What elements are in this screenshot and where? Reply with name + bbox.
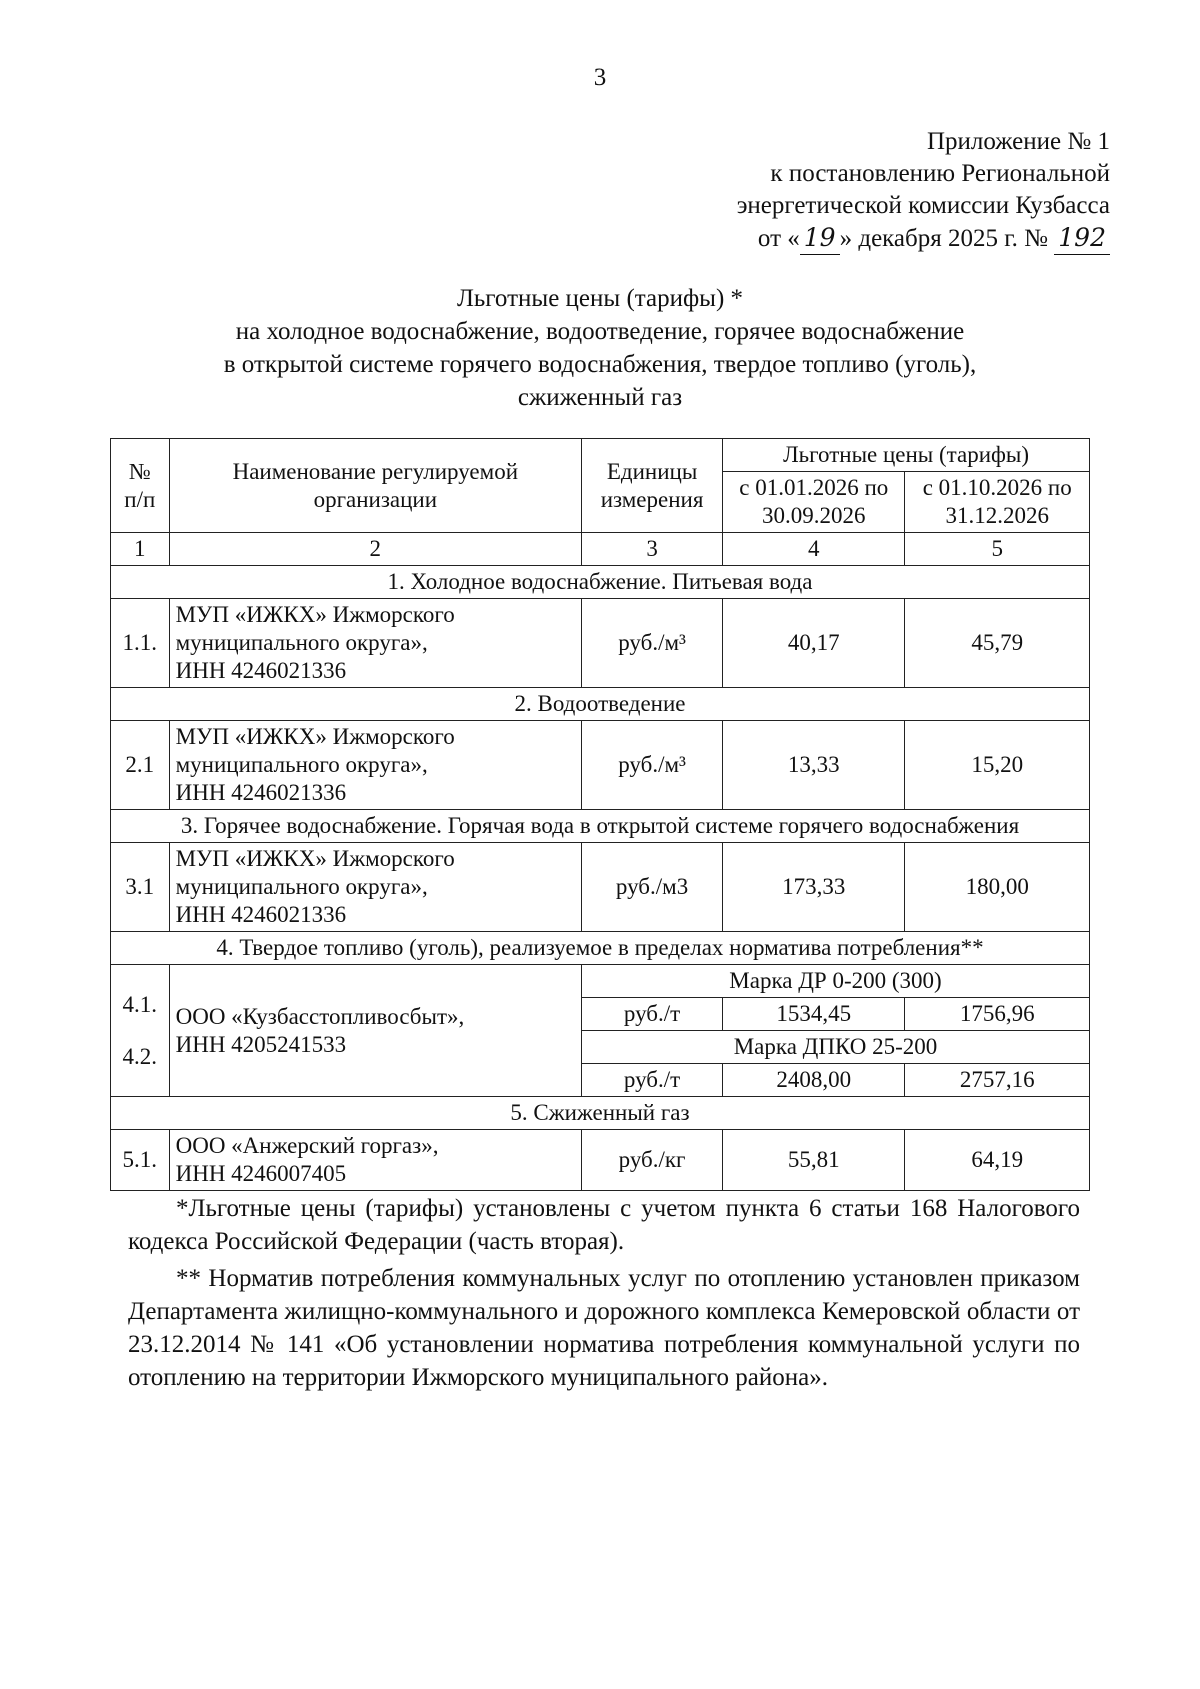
row-price-1: 1534,45 xyxy=(723,998,905,1031)
row-price-1: 2408,00 xyxy=(723,1064,905,1097)
handwritten-number: 192 xyxy=(1054,222,1110,255)
header-period-2: с 01.10.2026 по 31.12.2026 xyxy=(905,472,1090,533)
org-inn: ИНН 4246021336 xyxy=(175,780,347,805)
row-price-1: 40,17 xyxy=(723,599,905,688)
org-line: муниципального округа», xyxy=(175,630,428,655)
row-num-b: 4.2. xyxy=(122,1043,158,1069)
header-organization: Наименование регулируемой организации xyxy=(169,439,581,533)
org-inn: ИНН 4246007405 xyxy=(175,1161,347,1186)
row-price-1: 173,33 xyxy=(723,843,905,932)
date-prefix: от « xyxy=(757,225,800,252)
header-unit: Единицы измерения xyxy=(582,439,723,533)
col-number: 3 xyxy=(582,533,723,566)
grade-label-2: Марка ДПКО 25-200 xyxy=(582,1031,1090,1064)
section-row xyxy=(111,810,1090,843)
row-price-2: 1756,96 xyxy=(905,998,1090,1031)
footnotes xyxy=(128,1192,1080,1398)
row-num: 2.1 xyxy=(111,721,170,810)
col-number: 5 xyxy=(905,533,1090,566)
column-number-row xyxy=(111,533,1090,566)
col-number: 4 xyxy=(723,533,905,566)
appendix-line-3: энергетической комиссии Кузбасса xyxy=(736,192,1110,219)
row-price-2: 45,79 xyxy=(905,599,1090,688)
section-title-3: 3. Горячее водоснабжение. Горячая вода в открытой системе горячего водоснабжения xyxy=(111,810,1090,843)
appendix-line-1: Приложение № 1 xyxy=(926,128,1110,155)
org-line: муниципального округа», xyxy=(175,874,428,899)
row-unit: руб./кг xyxy=(582,1130,723,1191)
org-line: муниципального округа», xyxy=(175,752,428,777)
row-price-1: 13,33 xyxy=(723,721,905,810)
document-title xyxy=(130,282,1070,414)
section-row xyxy=(111,688,1090,721)
row-num xyxy=(111,965,170,1097)
section-row xyxy=(111,1097,1090,1130)
org-inn: ИНН 4246021336 xyxy=(175,902,347,927)
table-header-row xyxy=(111,439,1090,472)
col-number: 1 xyxy=(111,533,170,566)
row-unit: руб./м³ xyxy=(582,721,723,810)
title-line-4: сжиженный газ xyxy=(517,384,683,411)
row-price-2: 180,00 xyxy=(905,843,1090,932)
org-inn: ИНН 4246021336 xyxy=(175,658,347,683)
page-number: 3 xyxy=(593,64,607,91)
handwritten-day: 19 xyxy=(800,222,840,255)
date-middle: » декабря 2025 г. № xyxy=(839,225,1049,252)
row-organization xyxy=(169,965,581,1097)
row-organization xyxy=(169,721,581,810)
row-price-2: 2757,16 xyxy=(905,1064,1090,1097)
title-line-1: Льготные цены (тарифы) * xyxy=(456,285,744,312)
row-unit: руб./м3 xyxy=(582,843,723,932)
org-line: ООО «Кузбасстопливосбыт», xyxy=(175,1003,465,1029)
row-num-a: 4.1. xyxy=(122,991,158,1017)
row-unit: руб./т xyxy=(582,1064,723,1097)
row-organization xyxy=(169,599,581,688)
row-num: 5.1. xyxy=(111,1130,170,1191)
org-inn: ИНН 4205241533 xyxy=(175,1031,347,1057)
appendix-header xyxy=(600,126,1110,255)
row-unit: руб./м³ xyxy=(582,599,723,688)
grade-label-1: Марка ДР 0-200 (300) xyxy=(582,965,1090,998)
section-title-1: 1. Холодное водоснабжение. Питьевая вода xyxy=(111,566,1090,599)
title-line-3: в открытой системе горячего водоснабжения, твердое топливо (уголь), xyxy=(223,351,977,378)
title-line-2: на холодное водоснабжение, водоотведение, горячее водоснабжение xyxy=(235,318,965,345)
section-title-2: 2. Водоотведение xyxy=(111,688,1090,721)
org-line: МУП «ИЖКХ» Ижморского xyxy=(175,724,455,749)
org-line: МУП «ИЖКХ» Ижморского xyxy=(175,602,455,627)
section-row xyxy=(111,932,1090,965)
section-row xyxy=(111,566,1090,599)
table-row xyxy=(111,599,1090,688)
table-row xyxy=(111,843,1090,932)
row-price-2: 64,19 xyxy=(905,1130,1090,1191)
row-unit: руб./т xyxy=(582,998,723,1031)
row-num: 3.1 xyxy=(111,843,170,932)
footnote-2: ** Норматив потребления коммунальных услуг по отоплению установлен приказом Департамента жилищно-коммунального и дорожного комплекса Кемеровской области от 23.12.2014 № 141 «Об установлении норматива потребления коммунальной услуги по отоплению на территории Ижморского муниципального района». xyxy=(128,1265,1080,1391)
section-title-5: 5. Сжиженный газ xyxy=(111,1097,1090,1130)
org-line: МУП «ИЖКХ» Ижморского xyxy=(175,846,455,871)
header-period-1: с 01.01.2026 по 30.09.2026 xyxy=(723,472,905,533)
col-number: 2 xyxy=(169,533,581,566)
footnote-1: *Льготные цены (тарифы) установлены с учетом пункта 6 статьи 168 Налогового кодекса Российской Федерации (часть вторая). xyxy=(128,1195,1080,1255)
org-line: ООО «Анжерский горгаз», xyxy=(175,1133,439,1158)
header-num: № п/п xyxy=(111,439,170,533)
table-row xyxy=(111,965,1090,998)
section-title-4: 4. Твердое топливо (уголь), реализуемое в пределах норматива потребления** xyxy=(111,932,1090,965)
appendix-line-2: к постановлению Региональной xyxy=(770,160,1110,187)
appendix-date-line xyxy=(600,222,1110,255)
row-price-1: 55,81 xyxy=(723,1130,905,1191)
row-organization xyxy=(169,1130,581,1191)
tariff-table xyxy=(110,438,1090,1191)
row-organization xyxy=(169,843,581,932)
table-row xyxy=(111,721,1090,810)
row-num: 1.1. xyxy=(111,599,170,688)
header-prices: Льготные цены (тарифы) xyxy=(723,439,1090,472)
table-row xyxy=(111,1130,1090,1191)
row-price-2: 15,20 xyxy=(905,721,1090,810)
